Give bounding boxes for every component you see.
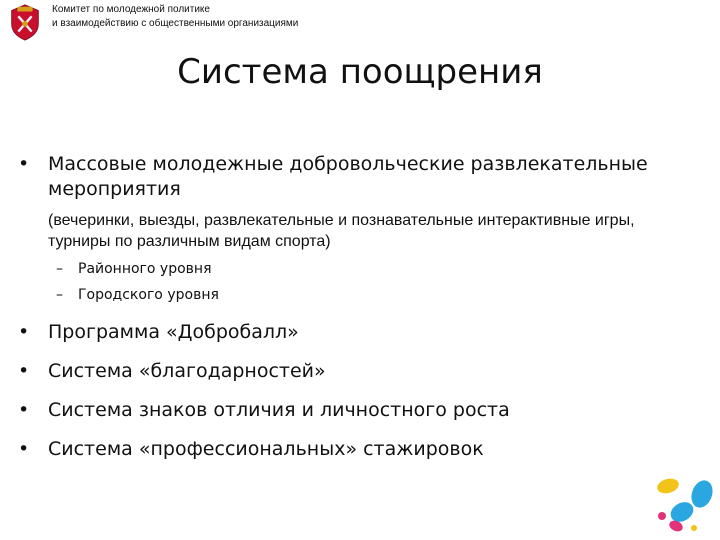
- bullet-text: Система знаков отличия и личностного роста: [48, 399, 510, 421]
- slide-title: Система поощрения: [177, 52, 543, 92]
- header: [6, 3, 298, 41]
- sub-item-text: Районного уровня: [78, 261, 212, 277]
- dash-marker: –: [56, 261, 63, 277]
- slide-content: [18, 152, 698, 476]
- dash-marker: –: [56, 287, 63, 303]
- bullet-item: [18, 359, 698, 384]
- bullet-item: [18, 437, 698, 462]
- bullet-marker: •: [18, 153, 30, 175]
- bullet-text: Система «благодарностей»: [48, 360, 326, 382]
- organization-name: [52, 3, 298, 31]
- bullet-marker: •: [18, 399, 30, 421]
- sub-item-text: Городского уровня: [78, 287, 219, 303]
- organization-line-1: Комитет по молодежной политике: [52, 4, 210, 15]
- bullet-text: Программа «Добробалл»: [48, 321, 299, 343]
- bullet-marker: •: [18, 438, 30, 460]
- coat-of-arms-icon: [6, 3, 44, 41]
- bullet-note: (вечеринки, выезды, развлекательные и познавательные интерактивные игры, турниры по различным видам спорта): [48, 212, 635, 250]
- bullet-marker: •: [18, 321, 30, 343]
- bullet-item: [18, 152, 698, 202]
- bullet-text: Массовые молодежные добровольческие развлекательные мероприятия: [48, 153, 648, 200]
- sub-item: [56, 260, 698, 278]
- organization-line-2: и взаимодействию с общественными организациями: [52, 18, 299, 29]
- bullet-item: [18, 398, 698, 423]
- bullet-item: [18, 320, 698, 345]
- sub-item: [56, 286, 698, 304]
- youth-logo-icon: [654, 476, 716, 534]
- bullet-list: [18, 320, 698, 462]
- bullet-text: Система «профессиональных» стажировок: [48, 438, 484, 460]
- bullet-marker: •: [18, 360, 30, 382]
